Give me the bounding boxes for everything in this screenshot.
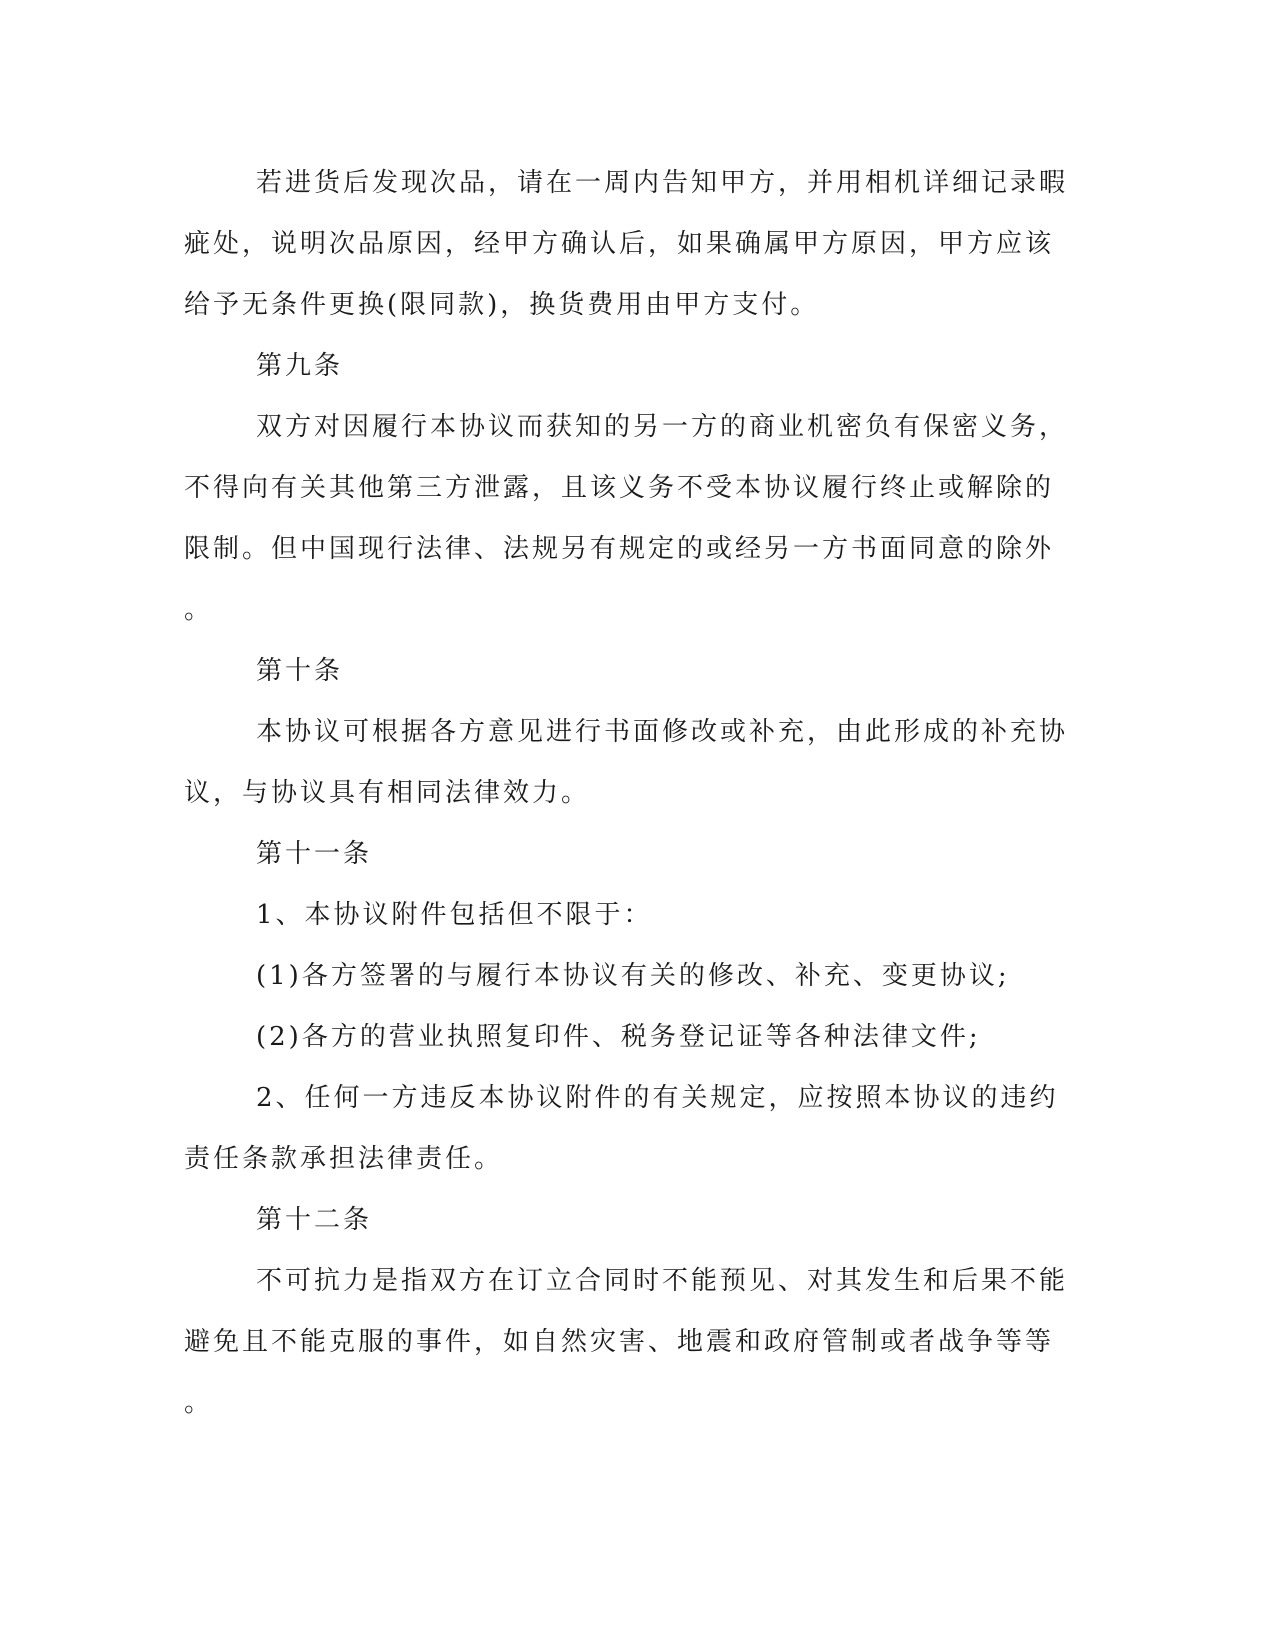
article-heading-12: 第十二条 [256, 1205, 373, 1235]
paragraph-line: 疵处，说明次品原因，经甲方确认后，如果确属甲方原因，甲方应该 [184, 229, 1055, 259]
document-body [184, 153, 1069, 1434]
paragraph-line: 责任条款承担法律责任。 [184, 1144, 504, 1174]
paragraph-line: 议，与协议具有相同法律效力。 [184, 778, 591, 808]
list-item: 2、任何一方违反本协议附件的有关规定，应按照本协议的违约 [256, 1083, 1059, 1113]
paragraph-line: 不可抗力是指双方在订立合同时不能预见、对其发生和后果不能 [256, 1266, 1069, 1296]
paragraph-line: 本协议可根据各方意见进行书面修改或补充，由此形成的补充协 [256, 717, 1069, 747]
list-item: 1、本协议附件包括但不限于： [256, 900, 653, 930]
paragraph-line: 。 [184, 595, 214, 625]
article-heading-9: 第九条 [256, 351, 344, 381]
list-item: (2)各方的营业执照复印件、税务登记证等各种法律文件; [256, 1022, 981, 1052]
paragraph-line: 限制。但中国现行法律、法规另有规定的或经另一方书面同意的除外 [184, 534, 1055, 564]
paragraph-line: 给予无条件更换(限同款)，换货费用由甲方支付。 [184, 290, 820, 320]
paragraph-line: 避免且不能克服的事件，如自然灾害、地震和政府管制或者战争等等 [184, 1327, 1055, 1357]
paragraph-line: 不得向有关其他第三方泄露，且该义务不受本协议履行终止或解除的 [184, 473, 1055, 503]
article-heading-11: 第十一条 [256, 839, 373, 869]
paragraph-line: 双方对因履行本协议而获知的另一方的商业机密负有保密义务， [256, 412, 1069, 442]
list-item: (1)各方签署的与履行本协议有关的修改、补充、变更协议; [256, 961, 1010, 991]
article-heading-10: 第十条 [256, 656, 344, 686]
paragraph-line: 若进货后发现次品，请在一周内告知甲方，并用相机详细记录暇 [256, 168, 1069, 198]
paragraph-line: 。 [184, 1388, 214, 1418]
